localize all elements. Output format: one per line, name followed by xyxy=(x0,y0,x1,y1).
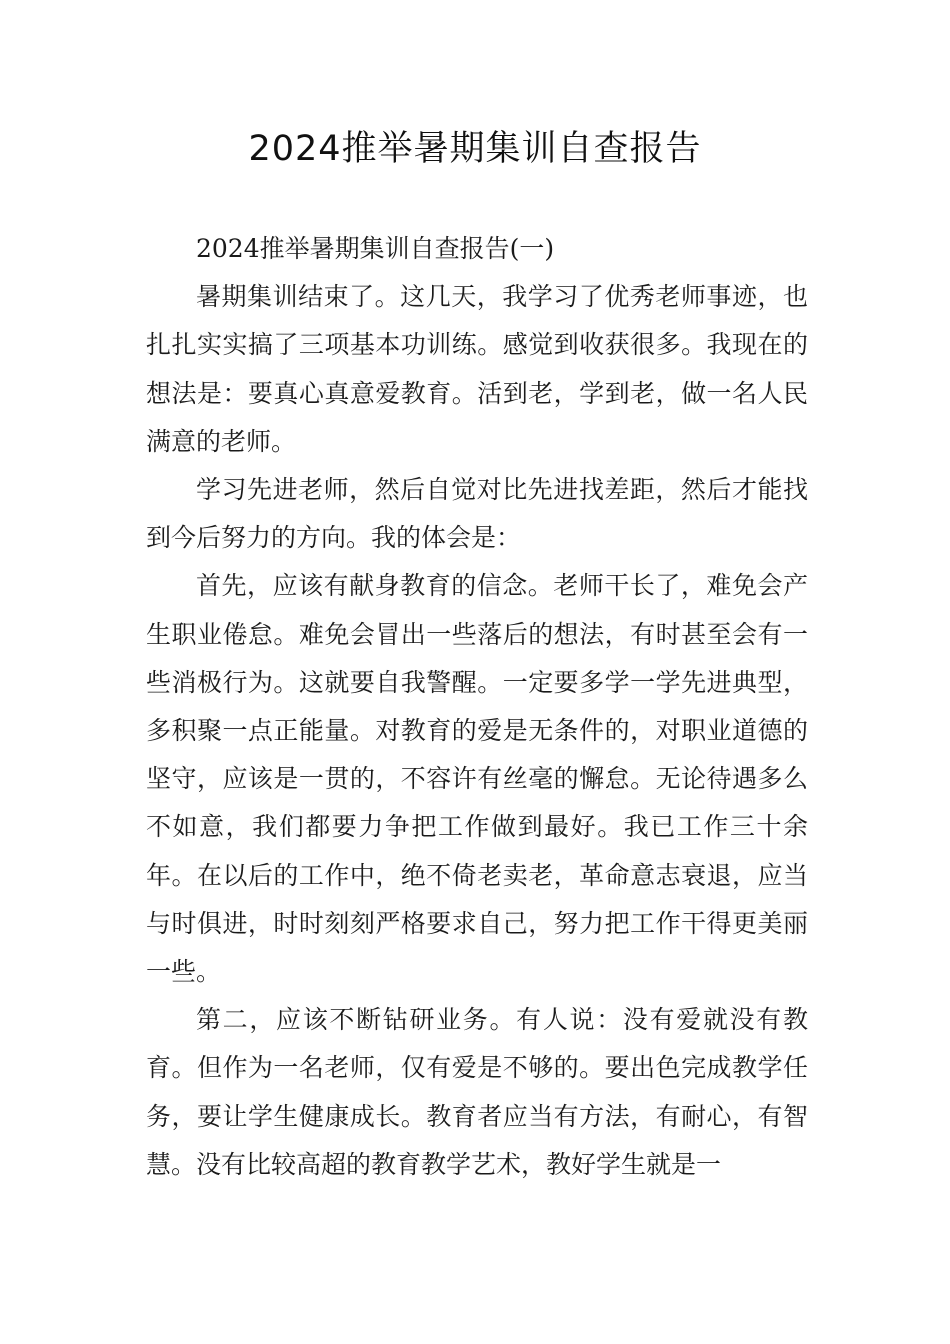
body-paragraph: 暑期集训结束了。这几天，我学习了优秀老师事迹，也扎扎实实搞了三项基本功训练。感觉到收获很多。我现在的想法是：要真心真意爱教育。活到老，学到老，做一名人民满意的老师。 xyxy=(146,282,808,456)
document-body xyxy=(146,225,808,1189)
body-paragraph: 第二，应该不断钻研业务。有人说：没有爱就没有教育。但作为一名老师，仅有爱是不够的。要出色完成教学任务，要让学生健康成长。教育者应当有方法，有耐心，有智慧。没有比较高超的教育教学艺术，教好学生就是一 xyxy=(146,1005,808,1179)
body-paragraph: 学习先进老师，然后自觉对比先进找差距，然后才能找到今后努力的方向。我的体会是： xyxy=(146,475,808,553)
document-title: 2024推举暑期集训自查报告 xyxy=(248,129,702,169)
subtitle-paragraph: 2024推举暑期集训自查报告(一) xyxy=(196,234,555,263)
body-paragraph: 首先，应该有献身教育的信念。老师干长了，难免会产生职业倦怠。难免会冒出一些落后的想法，有时甚至会有一些消极行为。这就要自我警醒。一定要多学一学先进典型，多积聚一点正能量。对教育的爱是无条件的，对职业道德的坚守，应该是一贯的，不容许有丝毫的懈怠。无论待遇多么不如意，我们都要力争把工作做到最好。我已工作三十余年。在以后的工作中，绝不倚老卖老，革命意志衰退，应当与时俱进，时时刻刻严格要求自己，努力把工作干得更美丽一些。 xyxy=(146,571,808,987)
